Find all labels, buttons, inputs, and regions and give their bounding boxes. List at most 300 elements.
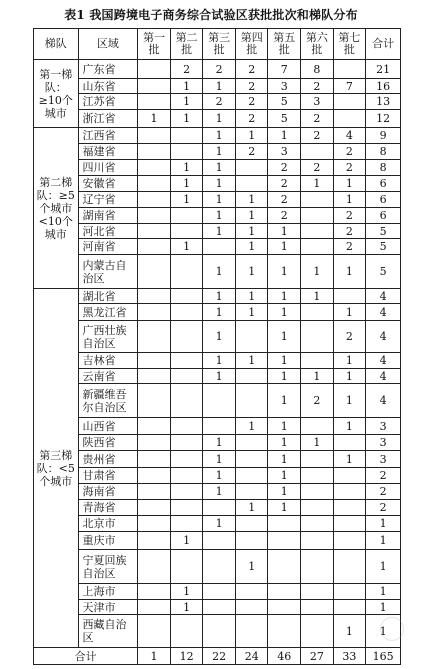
batch-cell [333, 60, 366, 79]
batch-cell [138, 615, 171, 648]
region-cell: 浙江省 [78, 110, 138, 128]
batch-cell: 1 [170, 584, 203, 600]
table-row [34, 304, 401, 321]
batch-cell: 2 [301, 79, 334, 94]
batch-cell [138, 468, 171, 484]
batch-cell [138, 484, 171, 500]
batch-cell: 1 [170, 192, 203, 208]
totals-cell: 46 [268, 648, 301, 665]
batch-cell [301, 500, 334, 516]
batch-cell [138, 532, 171, 550]
batch-cell [333, 468, 366, 484]
batch-cell: 1 [235, 418, 268, 435]
batch-cell: 1 [170, 600, 203, 615]
table-row [34, 500, 401, 516]
total-cell: 13 [366, 94, 401, 110]
total-cell: 8 [366, 160, 401, 176]
region-cell: 贵州省 [78, 451, 138, 468]
total-cell: 6 [366, 208, 401, 224]
table-row [34, 144, 401, 160]
batch-cell [138, 321, 171, 353]
header-b3: 第三批 [203, 29, 236, 60]
batch-cell [170, 384, 203, 418]
total-cell: 4 [366, 384, 401, 418]
header-b5: 第五批 [268, 29, 301, 60]
region-cell: 宁夏回族自治区 [78, 550, 138, 584]
total-cell: 3 [366, 435, 401, 451]
batch-cell: 2 [301, 384, 334, 418]
batch-cell [301, 516, 334, 532]
region-cell: 北京市 [78, 516, 138, 532]
batch-cell: 2 [203, 60, 236, 79]
batch-cell: 2 [235, 79, 268, 94]
table-row [34, 550, 401, 584]
table-row [34, 60, 401, 79]
batch-cell [170, 289, 203, 304]
batch-cell: 1 [203, 224, 236, 239]
batch-cell: 5 [268, 94, 301, 110]
region-cell: 海南省 [78, 484, 138, 500]
table-row [34, 224, 401, 239]
region-cell: 云南省 [78, 369, 138, 384]
batch-cell: 3 [268, 144, 301, 160]
batch-cell: 1 [268, 321, 301, 353]
batch-cell: 2 [333, 224, 366, 239]
region-cell: 上海市 [78, 584, 138, 600]
batch-cell [170, 516, 203, 532]
header-b7: 第七批 [333, 29, 366, 60]
batch-cell [333, 532, 366, 550]
batch-cell: 1 [203, 451, 236, 468]
batch-cell [301, 468, 334, 484]
batch-cell [235, 369, 268, 384]
batch-cell [333, 550, 366, 584]
batch-cell [301, 304, 334, 321]
batch-cell [170, 468, 203, 484]
batch-cell [170, 208, 203, 224]
batch-cell [301, 224, 334, 239]
batch-cell: 1 [203, 144, 236, 160]
batch-cell: 1 [170, 94, 203, 110]
batch-cell [138, 255, 171, 289]
batch-cell [203, 239, 236, 255]
region-cell: 湖北省 [78, 289, 138, 304]
total-cell: 21 [366, 60, 401, 79]
batch-cell [203, 550, 236, 584]
region-cell: 安徽省 [78, 176, 138, 192]
region-cell: 陕西省 [78, 435, 138, 451]
batch-cell: 1 [203, 304, 236, 321]
region-cell: 甘肃省 [78, 468, 138, 484]
batch-cell: 1 [301, 176, 334, 192]
batch-cell [170, 615, 203, 648]
batch-cell [203, 500, 236, 516]
batch-cell [170, 418, 203, 435]
batch-cell: 1 [301, 435, 334, 451]
table-row [34, 468, 401, 484]
totals-cell: 24 [235, 648, 268, 665]
batch-cell: 2 [170, 60, 203, 79]
total-cell: 16 [366, 79, 401, 94]
table-row [34, 79, 401, 94]
header-b4: 第四批 [235, 29, 268, 60]
batch-cell: 1 [203, 468, 236, 484]
batch-cell [170, 255, 203, 289]
batch-cell [170, 451, 203, 468]
batch-cell [301, 484, 334, 500]
batch-cell: 1 [333, 255, 366, 289]
batch-cell: 1 [203, 321, 236, 353]
batch-cell [333, 435, 366, 451]
batch-cell [170, 369, 203, 384]
tier-label: 第一梯队：≥10个城市 [34, 60, 79, 128]
table-row [34, 435, 401, 451]
batch-cell: 1 [203, 128, 236, 144]
batch-cell: 1 [333, 369, 366, 384]
batch-cell: 2 [268, 176, 301, 192]
total-cell: 3 [366, 451, 401, 468]
batch-cell [138, 451, 171, 468]
batch-distribution-table [33, 28, 401, 665]
batch-cell [235, 532, 268, 550]
batch-cell: 1 [235, 128, 268, 144]
totals-cell: 165 [366, 648, 401, 665]
batch-cell [301, 550, 334, 584]
batch-cell [333, 516, 366, 532]
batch-cell: 2 [268, 208, 301, 224]
batch-cell [138, 384, 171, 418]
batch-cell: 1 [170, 532, 203, 550]
table-row [34, 615, 401, 648]
table-row [34, 160, 401, 176]
batch-cell [138, 304, 171, 321]
batch-cell: 1 [203, 255, 236, 289]
batch-cell [235, 584, 268, 600]
batch-cell: 2 [333, 208, 366, 224]
batch-cell [138, 500, 171, 516]
batch-cell [203, 615, 236, 648]
batch-cell: 1 [235, 304, 268, 321]
batch-cell: 1 [301, 369, 334, 384]
batch-cell [301, 600, 334, 615]
batch-cell: 1 [235, 255, 268, 289]
batch-cell [333, 584, 366, 600]
batch-cell: 1 [235, 550, 268, 584]
total-cell: 5 [366, 224, 401, 239]
batch-cell [268, 600, 301, 615]
total-cell: 4 [366, 369, 401, 384]
batch-cell: 1 [268, 484, 301, 500]
total-cell: 2 [366, 484, 401, 500]
region-cell: 河南省 [78, 239, 138, 255]
total-cell: 1 [366, 532, 401, 550]
batch-cell [138, 79, 171, 94]
batch-cell: 1 [203, 289, 236, 304]
totals-cell: 12 [170, 648, 203, 665]
batch-cell: 1 [268, 353, 301, 369]
batch-cell [301, 353, 334, 369]
batch-cell [138, 550, 171, 584]
batch-cell [268, 615, 301, 648]
table-title: 表1 我国跨境电子商务综合试验区获批批次和梯队分布 [64, 8, 358, 22]
table-row [34, 192, 401, 208]
batch-cell: 2 [333, 321, 366, 353]
table-row [34, 484, 401, 500]
batch-cell: 1 [268, 418, 301, 435]
batch-cell [235, 321, 268, 353]
batch-cell: 1 [333, 176, 366, 192]
table-row [34, 532, 401, 550]
table-row [34, 369, 401, 384]
watermark-icon [380, 617, 404, 641]
batch-cell [138, 176, 171, 192]
total-cell: 1 [366, 615, 401, 648]
tier-label: 第三梯队：<5个城市 [34, 289, 79, 648]
batch-cell: 1 [235, 289, 268, 304]
table-row [34, 128, 401, 144]
batch-cell [203, 600, 236, 615]
totals-cell: 27 [301, 648, 334, 665]
table-row [34, 255, 401, 289]
batch-cell: 1 [333, 418, 366, 435]
total-cell: 4 [366, 353, 401, 369]
batch-cell [301, 451, 334, 468]
region-cell: 西藏自治区 [78, 615, 138, 648]
batch-cell: 1 [268, 289, 301, 304]
batch-cell [170, 550, 203, 584]
batch-cell: 1 [333, 615, 366, 648]
batch-cell: 1 [203, 353, 236, 369]
batch-cell [235, 600, 268, 615]
batch-cell [333, 600, 366, 615]
batch-cell: 1 [203, 516, 236, 532]
batch-cell [138, 353, 171, 369]
table-row [34, 384, 401, 418]
batch-cell [170, 304, 203, 321]
totals-row [34, 648, 401, 665]
batch-cell [333, 484, 366, 500]
batch-cell: 1 [170, 160, 203, 176]
totals-cell: 1 [138, 648, 171, 665]
batch-cell: 1 [170, 176, 203, 192]
batch-cell [235, 435, 268, 451]
batch-cell: 1 [268, 468, 301, 484]
total-cell: 4 [366, 304, 401, 321]
region-cell: 内蒙古自治区 [78, 255, 138, 289]
batch-cell: 1 [235, 224, 268, 239]
batch-cell [138, 239, 171, 255]
batch-cell: 1 [203, 79, 236, 94]
batch-cell: 5 [268, 110, 301, 128]
batch-cell: 1 [268, 384, 301, 418]
batch-cell: 1 [333, 353, 366, 369]
batch-cell: 1 [203, 192, 236, 208]
total-cell: 6 [366, 192, 401, 208]
batch-cell [138, 160, 171, 176]
header-b6: 第六批 [301, 29, 334, 60]
batch-cell [301, 192, 334, 208]
batch-cell: 2 [301, 160, 334, 176]
region-cell: 四川省 [78, 160, 138, 176]
region-cell: 重庆市 [78, 532, 138, 550]
batch-cell: 1 [203, 484, 236, 500]
batch-cell [301, 615, 334, 648]
batch-cell: 2 [235, 144, 268, 160]
batch-cell [138, 128, 171, 144]
batch-cell [170, 224, 203, 239]
table-row [34, 176, 401, 192]
batch-cell [138, 435, 171, 451]
batch-cell [170, 500, 203, 516]
batch-cell [138, 224, 171, 239]
batch-cell [138, 94, 171, 110]
region-cell: 吉林省 [78, 353, 138, 369]
region-cell: 广西壮族自治区 [78, 321, 138, 353]
table-row [34, 110, 401, 128]
batch-cell [203, 418, 236, 435]
batch-cell [333, 289, 366, 304]
total-cell: 8 [366, 144, 401, 160]
batch-cell [333, 500, 366, 516]
table-row [34, 600, 401, 615]
batch-cell: 1 [203, 110, 236, 128]
batch-cell: 8 [301, 60, 334, 79]
total-cell: 1 [366, 584, 401, 600]
batch-cell [235, 615, 268, 648]
batch-cell: 4 [333, 128, 366, 144]
batch-cell: 1 [170, 79, 203, 94]
table-row [34, 353, 401, 369]
header-total: 合计 [366, 29, 401, 60]
batch-cell [138, 516, 171, 532]
table-row [34, 451, 401, 468]
batch-cell: 1 [203, 369, 236, 384]
batch-cell: 2 [333, 160, 366, 176]
batch-cell [170, 144, 203, 160]
batch-cell [301, 321, 334, 353]
batch-cell [203, 584, 236, 600]
total-cell: 3 [366, 418, 401, 435]
batch-cell [138, 289, 171, 304]
header-row [34, 29, 401, 60]
table-row [34, 208, 401, 224]
totals-cell: 22 [203, 648, 236, 665]
batch-cell [235, 484, 268, 500]
batch-cell: 1 [138, 110, 171, 128]
total-cell: 2 [366, 468, 401, 484]
batch-cell [138, 144, 171, 160]
region-cell: 山东省 [78, 79, 138, 94]
batch-cell: 1 [170, 239, 203, 255]
header-b2: 第二批 [170, 29, 203, 60]
batch-cell: 1 [268, 451, 301, 468]
region-cell: 河北省 [78, 224, 138, 239]
batch-cell: 1 [203, 160, 236, 176]
batch-cell: 7 [333, 79, 366, 94]
batch-cell [235, 516, 268, 532]
batch-cell: 2 [333, 239, 366, 255]
batch-cell: 7 [268, 60, 301, 79]
batch-cell [235, 176, 268, 192]
batch-cell: 1 [268, 255, 301, 289]
batch-cell: 2 [333, 144, 366, 160]
batch-cell [333, 94, 366, 110]
table-row [34, 418, 401, 435]
batch-cell [301, 418, 334, 435]
batch-cell [268, 532, 301, 550]
total-cell: 1 [366, 516, 401, 532]
region-cell: 江西省 [78, 128, 138, 144]
batch-cell [301, 144, 334, 160]
batch-cell: 2 [268, 192, 301, 208]
batch-cell: 1 [203, 435, 236, 451]
batch-cell [170, 435, 203, 451]
totals-cell: 33 [333, 648, 366, 665]
batch-cell: 1 [268, 128, 301, 144]
batch-cell: 3 [301, 94, 334, 110]
table-row [34, 94, 401, 110]
batch-cell: 1 [170, 110, 203, 128]
batch-cell: 2 [301, 110, 334, 128]
batch-cell [170, 353, 203, 369]
batch-cell: 1 [333, 384, 366, 418]
batch-cell: 1 [301, 255, 334, 289]
batch-cell [138, 418, 171, 435]
region-cell: 福建省 [78, 144, 138, 160]
batch-cell: 2 [301, 128, 334, 144]
batch-cell [333, 110, 366, 128]
batch-cell: 2 [235, 110, 268, 128]
region-cell: 天津市 [78, 600, 138, 615]
table-row [34, 584, 401, 600]
batch-cell: 1 [268, 304, 301, 321]
header-region: 区域 [78, 29, 138, 60]
batch-cell [301, 208, 334, 224]
batch-cell [203, 532, 236, 550]
total-cell: 2 [366, 500, 401, 516]
batch-cell: 1 [333, 304, 366, 321]
total-cell: 6 [366, 176, 401, 192]
batch-cell: 1 [268, 500, 301, 516]
batch-cell: 2 [235, 60, 268, 79]
batch-cell: 2 [268, 160, 301, 176]
batch-cell [170, 484, 203, 500]
region-cell: 湖南省 [78, 208, 138, 224]
header-tier: 梯队 [34, 29, 79, 60]
batch-cell: 1 [203, 176, 236, 192]
region-cell: 辽宁省 [78, 192, 138, 208]
batch-cell [268, 550, 301, 584]
batch-cell: 3 [268, 79, 301, 94]
region-cell: 青海省 [78, 500, 138, 516]
total-cell: 5 [366, 239, 401, 255]
batch-cell [138, 208, 171, 224]
batch-cell: 1 [235, 353, 268, 369]
batch-cell: 1 [203, 208, 236, 224]
batch-cell [170, 128, 203, 144]
batch-cell [235, 451, 268, 468]
batch-cell: 1 [301, 289, 334, 304]
batch-cell [268, 584, 301, 600]
total-cell: 5 [366, 255, 401, 289]
total-cell: 4 [366, 289, 401, 304]
region-cell: 新疆维吾尔自治区 [78, 384, 138, 418]
batch-cell: 1 [235, 500, 268, 516]
batch-cell: 1 [333, 451, 366, 468]
batch-cell [170, 321, 203, 353]
batch-cell: 1 [235, 239, 268, 255]
batch-cell [235, 160, 268, 176]
